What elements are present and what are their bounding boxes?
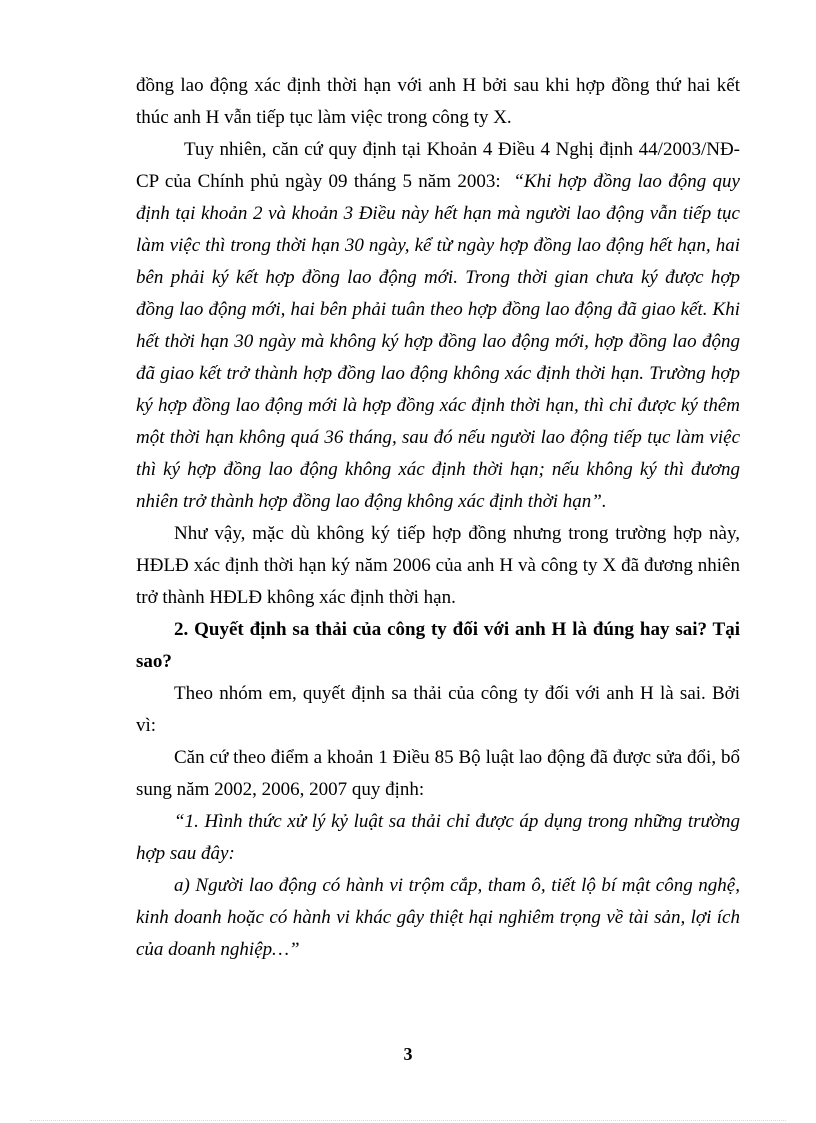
quote-dismissal-rule: “1. Hình thức xử lý kỷ luật sa thải chỉ được áp dụng trong những trường hợp sau đây: — [136, 811, 740, 864]
legal-basis-intro: Tuy nhiên, căn cứ quy định tại Khoản 4 Điều 4 Nghị định 44/2003/NĐ-CP của Chính phủ ngày 09 tháng 5 năm 2003: — [136, 139, 740, 192]
page-bottom-divider — [30, 1120, 786, 1121]
paragraph-legal-basis — [136, 134, 740, 518]
paragraph-continuation: đồng lao động xác định thời hạn với anh H bởi sau khi hợp đồng thứ hai kết thúc anh H vẫn tiếp tục làm việc trong công ty X. — [136, 75, 740, 128]
page-number: 3 — [403, 1044, 413, 1064]
section-heading-2: 2. Quyết định sa thải của công ty đối với anh H là đúng hay sai? Tại sao? — [136, 619, 740, 672]
paragraph-labor-code-basis: Căn cứ theo điểm a khoản 1 Điều 85 Bộ luật lao động đã được sửa đổi, bổ sung năm 2002, 2006, 2007 quy định: — [136, 747, 740, 800]
paragraph-group-opinion: Theo nhóm em, quyết định sa thải của công ty đối với anh H là sai. Bởi vì: — [136, 683, 740, 736]
quote-dismissal-case-a: a) Người lao động có hành vi trộm cắp, tham ô, tiết lộ bí mật công nghệ, kinh doanh hoặc có hành vi khác gây thiệt hại nghiêm trọng về tài sản, lợi ích của doanh nghiệp…” — [136, 875, 740, 960]
document-body — [136, 70, 740, 966]
paragraph-conclusion: Như vậy, mặc dù không ký tiếp hợp đồng nhưng trong trường hợp này, HĐLĐ xác định thời hạn ký năm 2006 của anh H và công ty X đã đương nhiên trở thành HĐLĐ không xác định thời hạn. — [136, 523, 740, 608]
decree-quote: “Khi hợp đồng lao động quy định tại khoản 2 và khoản 3 Điều này hết hạn mà người lao động vẫn tiếp tục làm việc thì trong thời hạn 30 ngày, kể từ ngày hợp đồng lao động hết hạn, hai bên phải ký kết hợp đồng lao động mới. Trong thời gian chưa ký được hợp đồng lao động mới, hai bên phải tuân theo hợp đồng lao động đã giao kết. Khi hết thời hạn 30 ngày mà không ký hợp đồng lao động mới, hợp đồng lao động đã giao kết trở thành hợp đồng lao động không xác định thời hạn. Trường hợp ký hợp đồng lao động mới là hợp đồng xác định thời hạn, thì chỉ được ký thêm một thời hạn không quá 36 tháng, sau đó nếu người lao động tiếp tục làm việc thì ký hợp đồng lao động không xác định thời hạn; nếu không ký thì đương nhiên trở thành hợp đồng lao động không xác định thời hạn”. — [136, 171, 740, 512]
